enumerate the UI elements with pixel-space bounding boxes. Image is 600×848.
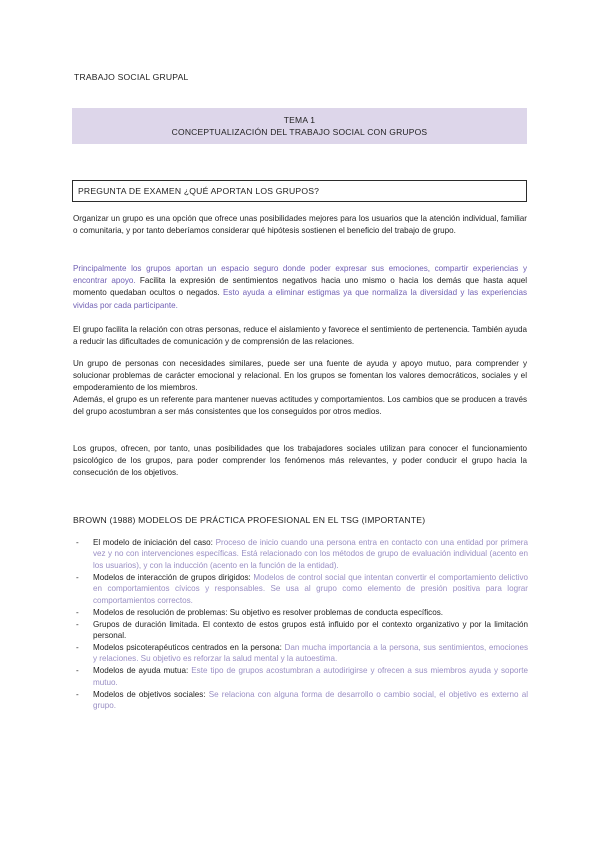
model-description: Se relaciona con alguna forma de desarrollo o cambio social, el objetivo es externo al grupo. [93,689,529,711]
model-label: Modelos de ayuda mutua: [93,666,192,676]
document-header: TRABAJO SOCIAL GRUPAL [74,72,189,82]
tema-number: TEMA 1 [283,115,316,125]
models-list [76,537,528,712]
model-description: Dan mucha importancia a la persona, sus sentimientos, emociones y relaciones. Su objetivo es reforzar la salud mental y la autoestima. [93,643,528,664]
model-description: Proceso de inicio cuando una persona entra en contacto con una entidad por primera vez y no con intervenciones específicas. Está relacionado con los métodos de grupo de evaluación individual (acento en los usuarios), y con la inducción (acento en la función de la entidad). [93,538,528,570]
list-item [76,665,528,688]
model-label: Modelos de resolución de problemas: Su objetivo es resolver problemas de conducta específicos. [93,607,444,617]
model-label: Modelos de objetivos sociales: [93,689,209,699]
paragraph-referente: Además, el grupo es un referente para mantener nuevas actitudes y comportamientos. Los cambios que se producen a través del grupo acostumbran a ser más consistentes que los conseguidos por otros medios. [73,395,527,417]
list-item [76,642,528,665]
list-item [76,537,528,571]
tema-heading-box [72,108,527,144]
list-item [76,572,528,606]
list-dash: - [76,538,79,547]
paragraph-text: Facilita la expresión de sentimientos negativos hacia uno mismo o hacia los demás que hasta aquel momento quedaban ocultos o negados. [73,276,527,298]
highlighted-text: Esto ayuda a eliminar estigmas ya que normaliza la diversidad y las experiencias vividas por cada participante. [73,288,527,310]
paragraph-apoyo-mutuo: Un grupo de personas con necesidades similares, puede ser una fuente de ayuda y apoyo mutuo, para comprender y solucionar problemas de carácter emocional y relacional. En los grupos se fomentan los valores democráticos, sociales y el empoderamiento de los miembros. [73,359,527,393]
paragraph-posibilidades: Los grupos, ofrecen, por tanto, unas posibilidades que los trabajadores sociales utilizan para conocer el funcionamiento psicológico de los grupos, para poder comprender los fenómenos más relevantes, y poder conducir el grupo hacia la consecución de los objetivos. [73,444,527,478]
list-dash: - [76,619,79,629]
exam-question-box: PREGUNTA DE EXAMEN ¿QUÉ APORTAN LOS GRUPOS? [72,180,527,202]
model-label: Modelos psicoterapéuticos centrados en la persona: [93,643,285,653]
model-label: El modelo de iniciación del caso: [93,538,216,547]
paragraph-organizar: Organizar un grupo es una opción que ofrece unas posibilidades mejores para los usuarios que la atención individual, familiar o comunitaria, y por tanto deberíamos considerar qué hipótesis sostienen el beneficio del trabajo de grupo. [73,214,527,236]
tema-title: CONCEPTUALIZACIÓN DEL TRABAJO SOCIAL CON GRUPOS [171,127,428,137]
model-description: Este tipo de grupos acostumbran a autodirigirse y ofrecen a sus miembros ayuda y soporte mutuo. [93,666,528,687]
paragraph-relacion: El grupo facilita la relación con otras personas, reduce el aislamiento y favorece el sentimiento de pertenencia. También ayuda a reducir las dificultades de comunicación y de comprensión de las relaciones. [73,325,527,347]
list-dash: - [76,666,79,676]
section-title-brown: BROWN (1988) MODELOS DE PRÁCTICA PROFESIONAL EN EL TSG (IMPORTANTE) [73,515,426,525]
list-dash: - [76,643,79,653]
list-dash: - [76,689,79,699]
list-dash: - [76,607,79,617]
list-item [76,689,528,712]
model-label: Modelos de interacción de grupos dirigidos: [93,572,254,582]
model-label: Grupos de duración limitada. El contexto de estos grupos está influido por el contexto organizativo y por la limitación personal. [93,619,528,641]
list-dash: - [76,572,79,582]
model-description: Modelos de control social que intentan convertir el comportamiento delictivo en comportamientos cívicos y responsables. Se usa al grupo como elemento de presión positiva para lograr comportamientos correctos. [93,572,528,605]
list-item [76,607,528,618]
list-item [76,619,528,642]
paragraph-aportan [73,263,527,312]
highlighted-text: Principalmente los grupos aportan un espacio seguro donde poder expresar sus emociones, compartir experiencias y encontrar apoyo. [73,264,527,286]
